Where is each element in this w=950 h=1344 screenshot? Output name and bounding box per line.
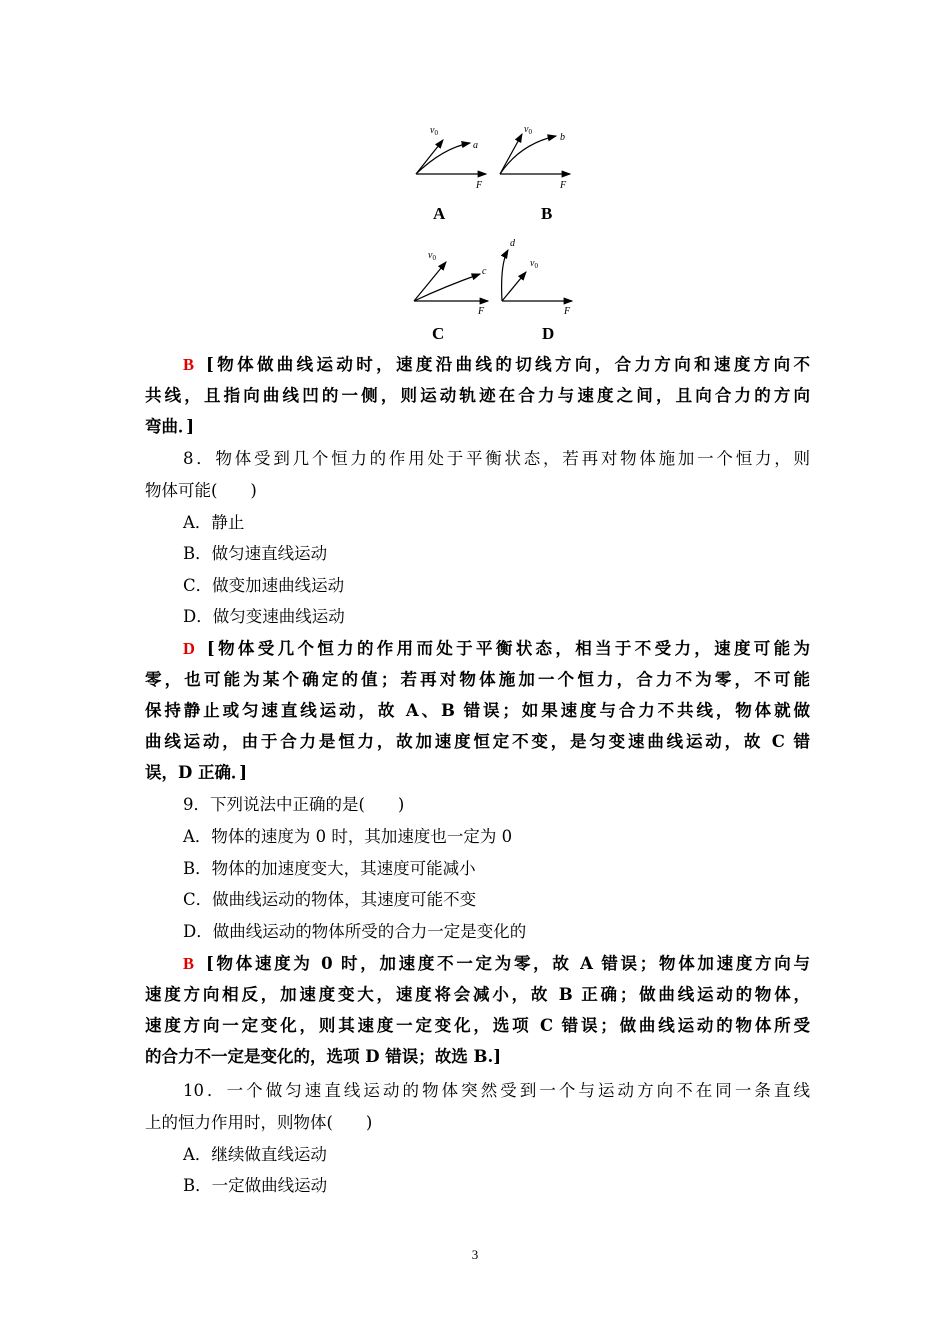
- answer-letter: B: [183, 355, 195, 374]
- q8-stem-line-2: 物体可能( ): [145, 481, 257, 500]
- svg-text:F: F: [560, 180, 567, 191]
- figure-label-b: B: [541, 204, 553, 223]
- q10-option-a: A．继续做直线运动: [183, 1145, 327, 1164]
- trajectory-curve: [500, 136, 556, 174]
- svg-text:v0: $v_0$: [430, 125, 438, 137]
- svg-text:v0: $v_0$: [524, 124, 532, 136]
- figure-d: [494, 234, 576, 318]
- svg-text:b: b: [560, 132, 565, 143]
- q8-option-d: D．做匀变速曲线运动: [183, 607, 345, 626]
- q9-answer-line-1: B [物体速度为 0 时，加速度不一定为零，故 A 错误；物体加速度方向与: [183, 954, 810, 973]
- q9-option-c: C．做曲线运动的物体，其速度可能不变: [183, 890, 477, 909]
- q10-stem-line-2: 上的恒力作用时，则物体( ): [145, 1113, 373, 1132]
- trajectory-curve: [416, 143, 470, 174]
- figure-a: [408, 118, 488, 193]
- q8-stem-line-1: 8．物体受到几个恒力的作用处于平衡状态，若再对物体施加一个恒力，则: [183, 449, 810, 468]
- q8-answer-line-5: 误，D 正确．]: [145, 763, 248, 782]
- q9-option-a: A．物体的速度为 0 时，其加速度也一定为 0: [183, 827, 513, 846]
- q9-answer-line-2: 速度方向相反，加速度变大，速度将会减小，故 B 正确；做曲线运动的物体，: [145, 985, 810, 1004]
- figure-label-a: A: [433, 204, 446, 223]
- q7-answer-line-1: B [物体做曲线运动时，速度沿曲线的切线方向，合力方向和速度方向不: [183, 355, 810, 374]
- q7-answer-line-2: 共线，且指向曲线凹的一侧，则运动轨迹在合力与速度之间，且向合力的方向: [145, 386, 810, 405]
- figure-label-c: C: [432, 324, 445, 343]
- q8-answer-line-1: D [物体受几个恒力的作用而处于平衡状态，相当于不受力，速度可能为: [183, 639, 810, 658]
- q9-answer-line-4: 的合力不一定是变化的，选项 D 错误；故选 B.]: [145, 1047, 502, 1066]
- svg-text:v0: $v_0$: [428, 250, 436, 262]
- svg-text:c: c: [482, 266, 487, 277]
- q8-option-c: C．做变加速曲线运动: [183, 576, 345, 595]
- velocity-arrow: [414, 262, 446, 301]
- figure-b: [492, 118, 572, 193]
- q10-stem-line-1: 10．一个做匀速直线运动的物体突然受到一个与运动方向不在同一条直线: [183, 1081, 810, 1100]
- q9-option-b: B．物体的加速度变大，其速度可能减小: [183, 859, 476, 878]
- velocity-arrow: [502, 272, 526, 301]
- figure-c: [406, 246, 496, 318]
- svg-text:F: F: [476, 180, 483, 191]
- q8-option-b: B．做匀速直线运动: [183, 544, 328, 563]
- svg-text:d: d: [510, 238, 515, 249]
- trajectory-curve: [414, 274, 480, 301]
- svg-text:v0: $v_0$: [530, 258, 538, 270]
- figure-label-d: D: [542, 324, 555, 343]
- trajectory-curve: [502, 250, 508, 301]
- q9-answer-line-3: 速度方向一定变化，则其速度一定变化，选项 C 错误；做曲线运动的物体所受: [145, 1016, 810, 1035]
- q9-stem-line-1: 9．下列说法中正确的是( ): [183, 795, 405, 814]
- q8-option-a: A．静止: [183, 513, 245, 532]
- svg-text:a: a: [473, 140, 478, 151]
- answer-letter: B: [183, 954, 195, 973]
- q8-answer-line-4: 曲线运动，由于合力是恒力，故加速度恒定不变，是匀变速曲线运动，故 C 错: [145, 732, 810, 751]
- svg-text:F: F: [478, 306, 485, 317]
- answer-letter: D: [183, 639, 195, 658]
- q8-answer-line-2: 零，也可能为某个确定的值；若再对物体施加一个恒力，合力不为零，不可能: [145, 670, 810, 689]
- q8-answer-line-3: 保持静止或匀速直线运动，故 A、B 错误；如果速度与合力不共线，物体就做: [145, 701, 810, 720]
- q9-option-d: D．做曲线运动的物体所受的合力一定是变化的: [183, 922, 527, 941]
- velocity-arrow: [416, 140, 443, 174]
- q7-answer-line-3: 弯曲．]: [145, 417, 195, 436]
- svg-text:F: F: [564, 306, 571, 317]
- q10-option-b: B．一定做曲线运动: [183, 1176, 328, 1195]
- page-number: 3: [471, 1247, 479, 1262]
